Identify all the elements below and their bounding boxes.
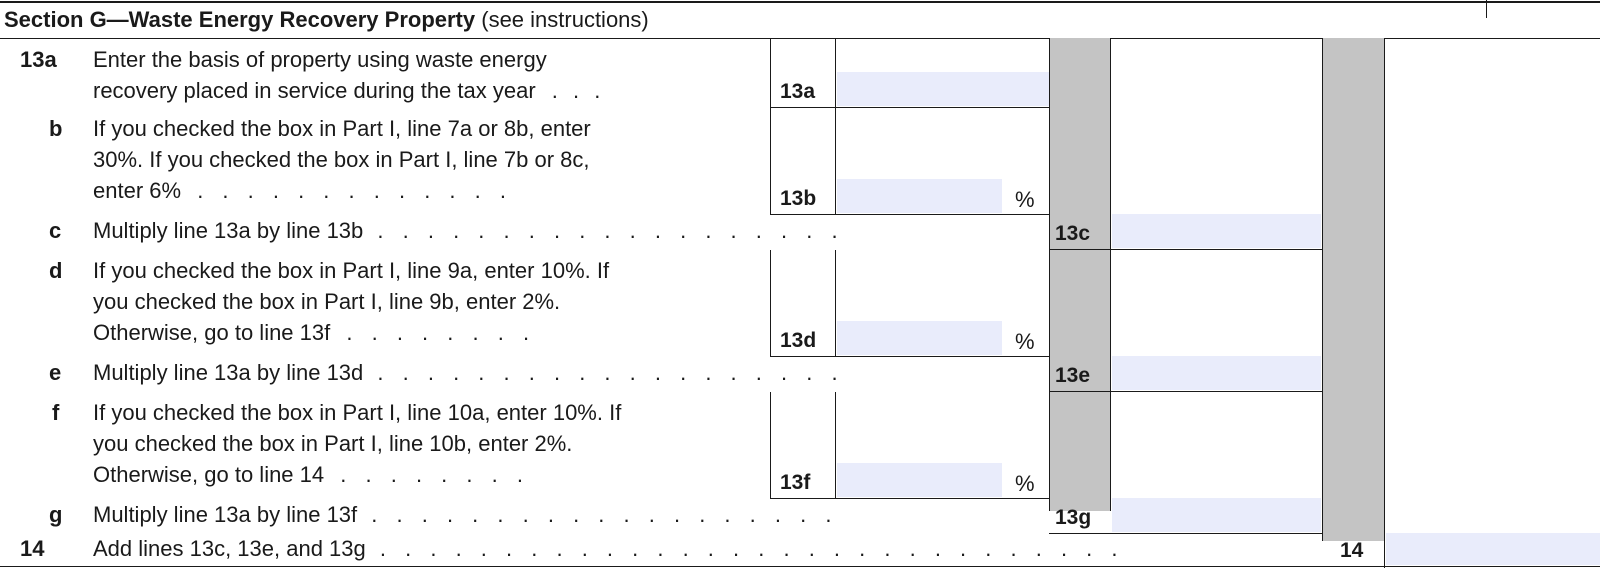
line-13f-text-3 [93, 461, 523, 488]
line-num-13d: d [49, 258, 63, 283]
vrule-col2-label [1110, 38, 1111, 511]
section-title-bold: Section G—Waste Energy Recovery Property [4, 7, 476, 32]
input-13f[interactable] [837, 463, 1002, 497]
line-13a-text-1: Enter the basis of property using waste energy [93, 47, 547, 72]
input-13e[interactable] [1112, 356, 1321, 390]
input-14[interactable] [1386, 533, 1600, 565]
line-13a-text-2-label: recovery placed in service during the tax year [93, 78, 536, 103]
section-title-note: (see instructions) [475, 7, 649, 32]
line-13a-dots: . . . [551, 78, 601, 103]
line-13b-text-3-label: enter 6% [93, 178, 182, 203]
line-13f-text-3-label: Otherwise, go to line 14 [93, 462, 325, 487]
line-13e-text [93, 359, 838, 386]
vrule-col1-label [835, 38, 836, 215]
line-13b-text-3 [93, 177, 506, 204]
line-13e-label: Multiply line 13a by line 13d [93, 360, 364, 385]
input-13g[interactable] [1112, 498, 1321, 532]
input-13b[interactable] [837, 179, 1002, 213]
line-14-dots: . . . . . . . . . . . . . . . . . . . . . . . . . . . . . . [379, 536, 1118, 561]
line-13c-dots: . . . . . . . . . . . . . . . . . . . [377, 218, 838, 243]
line-num-13c: c [49, 218, 62, 243]
hrule-13b-bottom [770, 214, 1049, 215]
percent-13b: % [1015, 187, 1035, 212]
line-13f-text-2: you checked the box in Part I, line 10b, enter 2%. [93, 431, 573, 456]
hrule-13d-bottom [770, 356, 1049, 357]
box-label-13a: 13a [780, 80, 816, 103]
vrule-col1-label-3 [835, 392, 836, 499]
box-label-13e: 13e [1055, 364, 1091, 387]
input-13c[interactable] [1112, 214, 1321, 248]
line-13b-text-2: 30%. If you checked the box in Part I, line 7b or 8c, [93, 147, 590, 172]
line-num-13b: b [49, 116, 63, 141]
percent-13f: % [1015, 471, 1035, 496]
hrule-13f-bottom [770, 498, 1049, 499]
line-13d-text-3 [93, 319, 529, 346]
vrule-col3-label [1384, 38, 1385, 568]
box-label-13f: 13f [780, 471, 811, 494]
vrule-col1-left [770, 38, 771, 215]
vrule-col1-left-3 [770, 392, 771, 499]
hrule-13g-bottom [1049, 533, 1322, 534]
hrule-14-bottom [0, 566, 1600, 567]
line-13c-text [93, 217, 838, 244]
vrule-col1-label-2 [835, 250, 836, 357]
line-13g-label: Multiply line 13a by line 13f [93, 502, 358, 527]
shade-col-13 [1049, 38, 1110, 511]
input-13a[interactable] [837, 72, 1049, 106]
hrule-13e-bottom [1049, 391, 1322, 392]
line-14-text [93, 535, 1118, 562]
vrule-shade-left [1049, 38, 1050, 511]
hrule-13a-bottom [770, 107, 1049, 108]
percent-13d: % [1015, 329, 1035, 354]
line-13f-text-1: If you checked the box in Part I, line 10a, enter 10%. If [93, 400, 622, 425]
input-13d[interactable] [837, 321, 1002, 355]
top-rule [0, 1, 1600, 3]
line-13a-text-2 [93, 77, 600, 104]
line-num-13g: g [49, 502, 63, 527]
line-13d-text-3-label: Otherwise, go to line 13f [93, 320, 331, 345]
top-right-tick [1486, 0, 1487, 18]
line-14-label: Add lines 13c, 13e, and 13g [93, 536, 366, 561]
vrule-col1-left-2 [770, 250, 771, 357]
shade-col-14 [1322, 38, 1384, 541]
box-label-13b: 13b [780, 187, 817, 210]
line-13b-text-1: If you checked the box in Part I, line 7a or 8b, enter [93, 116, 591, 141]
box-label-14: 14 [1340, 539, 1364, 562]
vrule-col2-right [1322, 38, 1323, 541]
line-num-13e: e [49, 360, 62, 385]
line-num-14: 14 [20, 536, 45, 561]
line-num-13f: f [52, 400, 60, 425]
line-13b-dots: . . . . . . . . . . . . . [197, 178, 506, 203]
section-title [4, 6, 649, 34]
line-13f-dots: . . . . . . . . [340, 462, 523, 487]
box-label-13d: 13d [780, 329, 817, 352]
line-num-13a: 13a [20, 47, 57, 72]
line-13g-text [93, 501, 831, 528]
line-13e-dots: . . . . . . . . . . . . . . . . . . . [377, 360, 838, 385]
line-13d-text-1: If you checked the box in Part I, line 9a, enter 10%. If [93, 258, 610, 283]
hrule-13c-bottom [1049, 249, 1322, 250]
line-13g-dots: . . . . . . . . . . . . . . . . . . . [371, 502, 832, 527]
line-13c-label: Multiply line 13a by line 13b [93, 218, 364, 243]
box-label-13c: 13c [1055, 222, 1091, 245]
line-13d-text-2: you checked the box in Part I, line 9b, enter 2%. [93, 289, 561, 314]
box-label-13g: 13g [1055, 506, 1092, 529]
line-13d-dots: . . . . . . . . [346, 320, 530, 345]
